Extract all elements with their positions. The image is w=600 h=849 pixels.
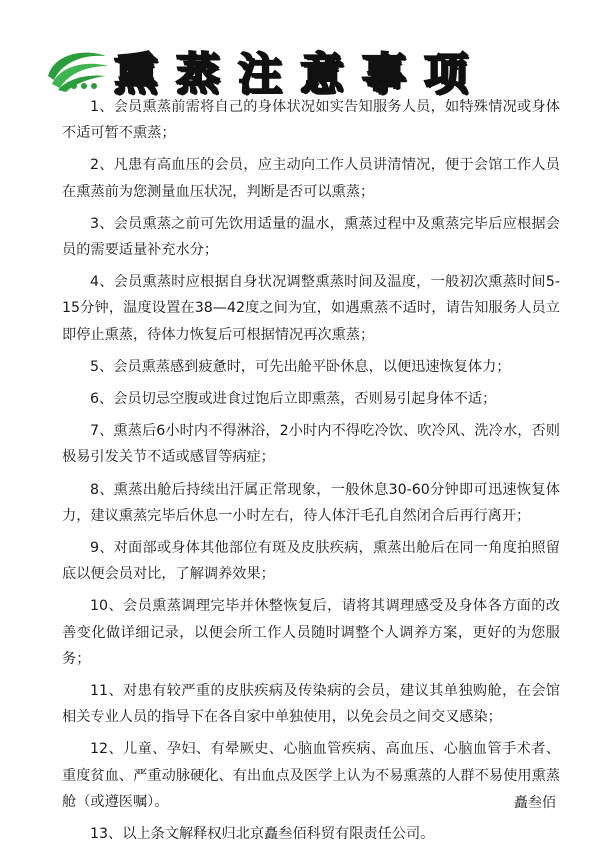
- signature: 矗叁佰: [514, 795, 556, 811]
- page-title: 熏蒸注意事项: [114, 49, 486, 100]
- notice-item-2: 2、凡患有高血压的会员，应主动向工作人员讲清情况，便于会馆工作人员在熏蒸前为您测量血压状况，判断是否可以熏蒸；: [62, 157, 560, 200]
- notice-item-9: 9、对面部或身体其他部位有斑及皮肤疾病，熏蒸出舱后在同一角度拍照留底以便会员对比，了解调养效果；: [62, 540, 560, 583]
- notice-list: [62, 94, 560, 847]
- notice-item-6: 6、会员切忌空腹或进食过饱后立即熏蒸，否则易引起身体不适；: [90, 391, 497, 408]
- notice-item-5: 5、会员熏蒸感到疲惫时，可先出舱平卧休息，以便迅速恢复体力；: [90, 358, 511, 375]
- notice-item-3: 3、会员熏蒸之前可先饮用适量的温水，熏蒸过程中及熏蒸完毕后应根据会员的需要适量补充水分；: [62, 215, 560, 259]
- notice-item-1: 1、会员熏蒸前需将自己的身体状况如实告知服务人员，如特殊情况或身体不适可暂不熏蒸；: [62, 99, 560, 142]
- notice-item-8: 8、熏蒸出舱后持续出汗属正常现象，一般休息30-60分钟即可迅速恢复体力，建议熏蒸完毕后休息一小时左右，待人体汗毛孔自然闭合后再行离开；: [62, 481, 560, 524]
- notice-item-4: 4、会员熏蒸时应根据自身状况调整熏蒸时间及温度，一般初次熏蒸时间5-15分钟，温度设置在38—42度之间为宜，如遇熏蒸不适时，请告知服务人员立即停止熏蒸，待体力恢复后可根据情况再次熏蒸；: [62, 274, 560, 343]
- notice-item-7: 7、熏蒸后6小时内不得淋浴，2小时内不得吃冷饮、吹冷风、洗冷水，否则极易引发关节不适或感冒等病症；: [62, 423, 560, 466]
- notice-item-10: 10、会员熏蒸调理完毕并休整恢复后，请将其调理感受及身体各方面的改善变化做详细记录，以便会所工作人员随时调整个人调养方案，更好的为您服务；: [62, 598, 560, 667]
- notice-item-12: 12、儿童、孕妇、有晕厥史、心脑血管疾病、高血压、心脑血管手术者、重度贫血、严重动脉硬化、有出血点及医学上认为不易熏蒸的人群不易使用熏蒸舱（或遵医嘱）。: [62, 741, 560, 810]
- notice-item-11: 11、对患有较严重的皮肤疾病及传染病的会员，建议其单独购舱，在会馆相关专业人员的指导下在各自家中单独使用，以免会员之间交叉感染；: [62, 683, 560, 726]
- notice-item-13: 13、以上条文解释权归北京矗叁佰科贸有限责任公司。: [90, 826, 435, 843]
